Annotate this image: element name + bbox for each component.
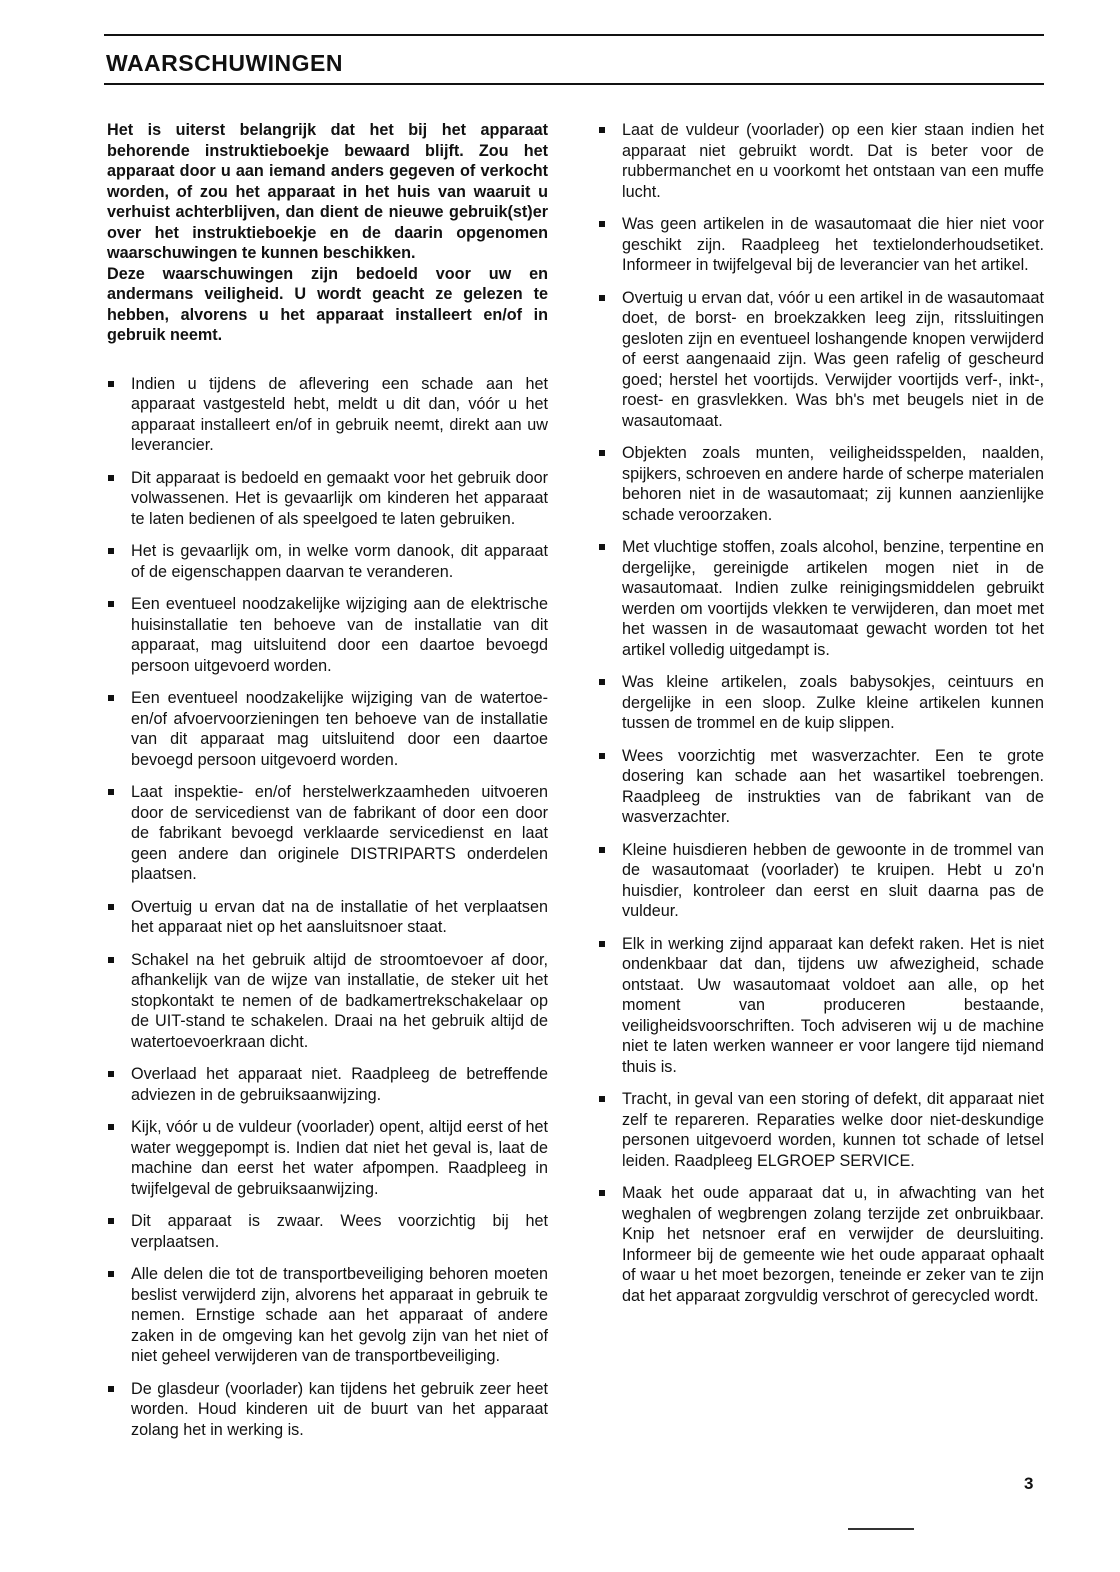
warning-text: Kleine huisdieren hebben de gewoonte in de trommel van de wasautomaat (voorlader) te kruipen. Hebt u zo'n huisdier, kontroleer dan eerst en sluit daarna pas de vuldeur. [622,840,1044,920]
bullet-icon [108,1271,114,1277]
bullet-icon [108,381,114,387]
warning-item [107,1064,548,1105]
warning-text: Alle delen die tot de transportbeveiliging behoren moeten beslist verwijderd zijn, alvorens het apparaat in gebruik te nemen. Ernstige schade aan het apparaat of andere zaken in de omgeving kan het gevolg zijn van het niet of niet geheel verwijderen van de transportbeveiliging. [131,1265,548,1365]
warning-item [107,897,548,938]
warning-item [107,541,548,582]
warning-item [598,1183,1044,1306]
warning-text: Laat inspektie- en/of herstelwerkzaamheden uitvoeren door de servicedienst van de fabrikant of door een door de fabrikant bevoegd verklaarde servicedienst en laat geen andere dan originele DISTRIPARTS onderdelen plaatsen. [131,783,548,883]
page-number: 3 [1024,1474,1034,1493]
bullet-icon [599,679,605,685]
intro-paragraph: Het is uiterst belangrijk dat het bij het apparaat behorende instruktieboekje bewaard blijft. Zou het apparaat door u aan iemand anders gegeven of verkocht worden, of zou het apparaat in het huis van waaruit u verhuist achterblijven, dan dient de nieuwe gebruik(st)er over het instruktieboekje en de daarin opgenomen waarschuwingen te kunnen beschikken. [107,121,548,262]
bullet-icon [599,847,605,853]
intro-paragraph: Deze waarschuwingen zijn bedoeld voor uw en andermans veiligheid. U wordt geacht ze gelezen te hebben, alvorens u het apparaat installeert en/of in gebruik neemt. [107,264,548,344]
bullet-icon [599,221,605,227]
warning-list-right [598,120,1044,1306]
bullet-icon [108,695,114,701]
bullet-icon [599,127,605,133]
warning-text: De glasdeur (voorlader) kan tijdens het gebruik zeer heet worden. Houd kinderen uit de buurt van het apparaat zolang het in werking is. [131,1379,548,1439]
warning-text: Een eventueel noodzakelijke wijziging van de watertoe- en/of afvoervoorzieningen ten behoeve van de installatie van dit apparaat mag uitsluitend door een daartoe bevoegd persoon uitgevoerd worden. [131,689,548,769]
bullet-icon [108,1386,114,1392]
warning-item [107,1264,548,1367]
warning-item [107,688,548,770]
bullet-icon [599,941,605,947]
warning-item [107,594,548,676]
warning-item [107,374,548,456]
warning-text: Dit apparaat is bedoeld en gemaakt voor het gebruik door volwassenen. Het is gevaarlijk om kinderen het apparaat te laten bedienen of als speelgoed te laten gebruiken. [131,468,548,528]
warning-item [107,782,548,885]
warning-text: Kijk, vóór u de vuldeur (voorlader) opent, altijd eerst of het water weggepompt is. Indien dat niet het geval is, laat de machine dan eerst het water afpompen. Raadpleeg in twijfelgeval de gebruiksaanwijzing. [131,1118,548,1198]
bullet-icon [108,1071,114,1077]
warning-item [107,1117,548,1199]
warning-item [598,672,1044,734]
warning-item [598,934,1044,1078]
warning-text: Wees voorzichtig met wasverzachter. Een te grote dosering kan schade aan het wasartikel toebrengen. Raadpleeg de instrukties van de fabrikant van de wasverzachter. [622,746,1044,826]
footer-rule [848,1528,914,1530]
left-column [107,120,548,1452]
top-rule [104,34,1044,36]
warning-text: Was kleine artikelen, zoals babysokjes, ceintuurs en dergelijke in een sloop. Zulke kleine artikelen kunnen tussen de trommel en de kuip slippen. [622,673,1044,732]
warning-text: Overtuig u ervan dat na de installatie of het verplaatsen het apparaat niet op het aansluitsnoer staat. [131,897,548,936]
warning-item [598,537,1044,660]
warning-text: Indien u tijdens de aflevering een schade aan het apparaat vastgesteld hebt, meldt u dit dan, vóór u het apparaat installeert en/of in gebruik neemt, direkt aan uw leverancier. [131,374,548,454]
page-title: WAARSCHUWINGEN [106,50,343,76]
warning-text: Overlaad het apparaat niet. Raadpleeg de betreffende adviezen in de gebruiksaanwijzing. [131,1065,548,1104]
warning-item [107,950,548,1053]
bullet-icon [108,957,114,963]
warning-item [598,288,1044,432]
warning-item [107,468,548,530]
bullet-icon [108,904,114,910]
bullet-icon [108,1218,114,1224]
warning-item [598,840,1044,922]
bullet-icon [108,1124,114,1130]
warning-text: Objekten zoals munten, veiligheidsspelden, naalden, spijkers, schroeven en andere harde of scherpe materialen behoren niet in de wasautomaat; zij kunnen aanzienlijke schade veroorzaken. [622,444,1045,524]
warning-text: Het is gevaarlijk om, in welke vorm danook, dit apparaat of de eigenschappen daarvan te veranderen. [131,542,548,581]
bullet-icon [599,1096,605,1102]
bullet-icon [599,295,605,301]
bullet-icon [599,1190,605,1196]
warning-text: Overtuig u ervan dat, vóór u een artikel in de wasautomaat doet, de borst- en broekzakken leeg zijn, ritssluitingen gesloten zijn en eventueel loshangende knopen verwijderd of eerst aangenaaid zijn. Was geen rafelig of gescheurd goed; herstel het voortijds. Verwijder voortijds verf-, inkt-, roest- en grasvlekken. Was bh's met beugels niet in de wasautomaat. [622,288,1044,430]
warning-text: Tracht, in geval van een storing of defekt, dit apparaat niet zelf te repareren. Reparaties welke door niet-deskundige personen uitgevoerd worden, kunnen tot schade of letsel leiden. Raadpleeg ELGROEP SERVICE. [622,1090,1044,1170]
warning-text: Was geen artikelen in de wasautomaat die hier niet voor geschikt zijn. Raadpleeg het textielonderhoudsetiket. Informeer in twijfelgeval bij de leverancier van het artikel. [622,215,1044,274]
warning-text: Maak het oude apparaat dat u, in afwachting van het weghalen of wegbrengen zolang terzijde zet onbruikbaar. Knip het netsnoer eraf en verwijder de deursluiting. Informeer bij de gemeente wie het oude apparaat ophaalt of waar u het moet bezorgen, teneinde er zeker van te zijn dat het apparaat zorgvuldig verschrot of gerecycled wordt. [622,1184,1044,1305]
warning-item [598,746,1044,828]
warning-text: Met vluchtige stoffen, zoals alcohol, benzine, terpentine en dergelijke, gereinigde artikelen mogen niet in de wasautomaat. Indien zulke reinigingsmiddelen gebruikt werden om voortijds vlekken te verwijderen, dan moet met het wassen in de wasautomaat gewacht worden tot het artikel volledig uitgedampt is. [622,538,1044,659]
bullet-icon [108,475,114,481]
bullet-icon [108,601,114,607]
warning-text: Elk in werking zijnd apparaat kan defekt raken. Het is niet ondenkbaar dat dan, tijdens uw afwezigheid, schade ontstaat. Uw wasautomaat voldoet aan alle, op het moment van produceren bestaande, veiligheidsvoorschriften. Toch adviseren wij u de machine niet te laten werken wanneer er voor langere tijd niemand thuis is. [622,934,1044,1076]
warning-item [598,214,1044,276]
bullet-icon [108,548,114,554]
warning-item [598,1089,1044,1171]
warning-item [107,1379,548,1441]
warning-item [107,1211,548,1252]
right-column [598,120,1044,1318]
bullet-icon [599,544,605,550]
bullet-icon [108,789,114,795]
title-rule [104,83,1044,85]
warning-text: Laat de vuldeur (voorlader) op een kier staan indien het apparaat niet gebruikt wordt. Dat is beter voor de rubbermanchet en u voorkomt het ontstaan van een muffe lucht. [622,121,1044,201]
warning-text: Schakel na het gebruik altijd de stroomtoevoer af door, afhankelijk van de wijze van installatie, de steker uit het stopkontakt te nemen of de badkamertrekschakelaar op de UIT-stand te schakelen. Draai na het gebruik altijd de watertoevoerkraan dicht. [131,950,548,1051]
warning-item [598,443,1044,525]
warning-text: Een eventueel noodzakelijke wijziging aan de elektrische huisinstallatie ten behoeve van de installatie van dit apparaat, mag uitsluitend door een daartoe bevoegd persoon uitgevoerd worden. [131,595,548,675]
warning-text: Dit apparaat is zwaar. Wees voorzichtig bij het verplaatsen. [131,1212,548,1251]
warning-item [598,120,1044,202]
bullet-icon [599,753,605,759]
warning-list-left [107,374,548,1441]
bullet-icon [599,450,605,456]
